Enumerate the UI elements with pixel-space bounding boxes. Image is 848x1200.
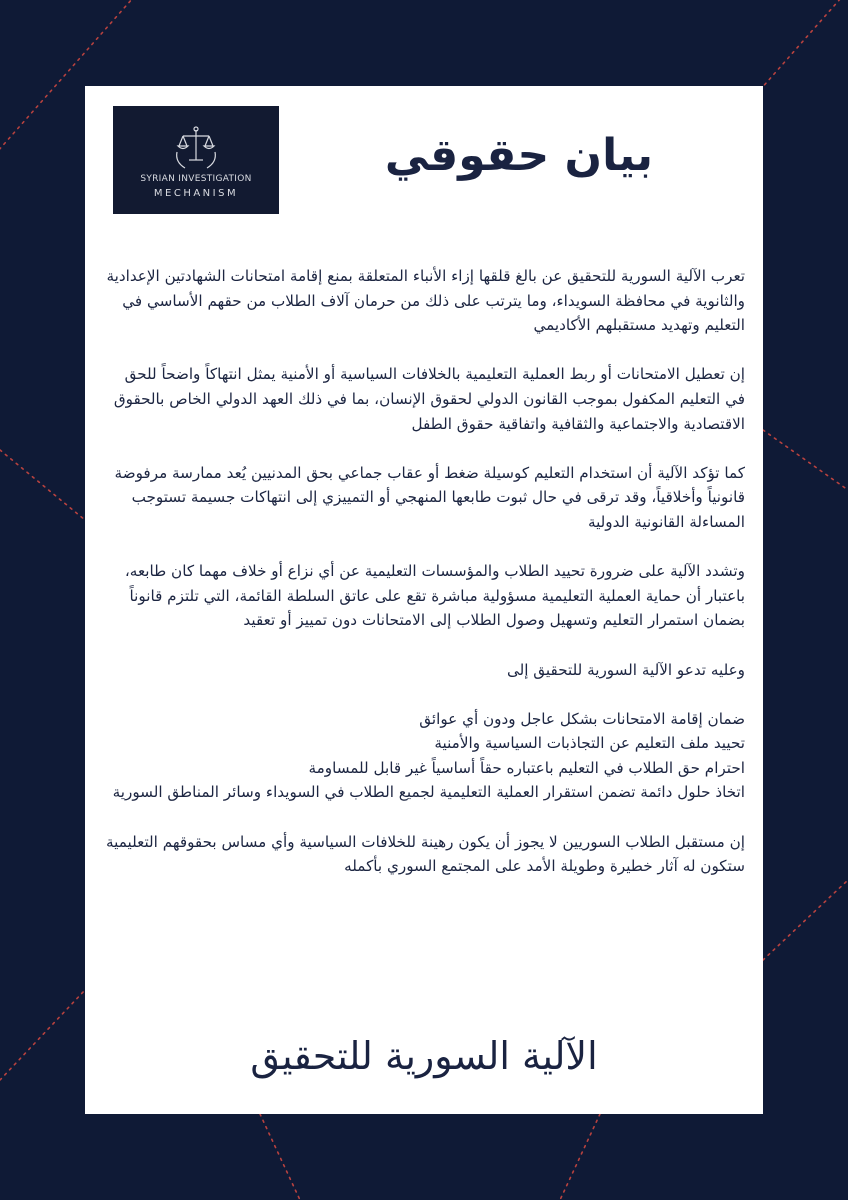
demands-list: [105, 707, 745, 805]
page-title: بيان حقوقي: [384, 130, 654, 181]
organization-logo: [113, 106, 279, 214]
signature: الآلية السورية للتحقيق: [250, 1034, 598, 1078]
list-item: ضمان إقامة الامتحانات بشكل عاجل ودون أي عوائق: [419, 709, 745, 728]
paragraph-closing: إن مستقبل الطلاب السوريين لا يجوز أن يكون رهينة للخلافات السياسية وأي مساس بحقوقهم التعليمية ستكون له آثار خطيرة وطويلة الأمد على المجتمع السوري بأكمله: [106, 832, 745, 876]
scales-of-justice-icon: [171, 124, 221, 172]
paragraph-concern: تعرب الآلية السورية للتحقيق عن بالغ قلقها إزاء الأنباء المتعلقة بمنع إقامة امتحانات الشهادتين الإعدادية والثانوية في محافظة السويداء، وما يترتب على ذلك من حرمان آلاف الطلاب من حقهم الأساسي في التعليم وتهديد مستقبلهم الأكاديمي: [106, 267, 745, 335]
logo-text-line1: SYRIAN INVESTIGATION: [140, 174, 252, 184]
statement-page: [85, 86, 763, 1114]
statement-body: [105, 264, 745, 903]
paragraph-violation: إن تعطيل الامتحانات أو ربط العملية التعليمية بالخلافات السياسية أو الأمنية يمثل انتهاكاً واضحاً للحق في التعليم المكفول بموجب القانون الدولي لحقوق الإنسان، بما في ذلك العهد الدولي الخاص بالحقوق الاقتصادية والاجتماعية والثقافية واتفاقية حقوق الطفل: [113, 365, 745, 433]
list-item: اتخاذ حلول دائمة تضمن استقرار العملية التعليمية لجميع الطلاب في السويداء وسائر المناطق السورية: [112, 783, 745, 802]
logo-text-line2: MECHANISM: [153, 188, 239, 199]
list-item: تحييد ملف التعليم عن التجاذبات السياسية والأمنية: [434, 734, 745, 753]
paragraph-neutrality: وتشدد الآلية على ضرورة تحييد الطلاب والمؤسسات التعليمية عن أي نزاع أو خلاف مهما كان طابعه، باعتبار أن حماية العملية التعليمية مسؤولية مباشرة تقع على عاتق السلطة القائمة، التي تلتزم قانوناً بضمان استمرار التعليم وتسهيل وصول الطلاب إلى الامتحانات دون تمييز أو تعقيد: [124, 562, 745, 630]
list-item: احترام حق الطلاب في التعليم باعتباره حقاً أساسياً غير قابل للمساومة: [308, 758, 745, 777]
paragraph-collective-punishment: كما تؤكد الآلية أن استخدام التعليم كوسيلة ضغط أو عقاب جماعي بحق المدنيين يُعد ممارسة مرفوضة قانونياً وأخلاقياً، وقد ترقى في حال ثبوت طابعها المنهجي أو التمييزي إلى انتهاكات جسيمة تستوجب المساءلة القانونية الدولية: [114, 463, 745, 531]
paragraph-call-intro: وعليه تدعو الآلية السورية للتحقيق إلى: [506, 660, 745, 679]
